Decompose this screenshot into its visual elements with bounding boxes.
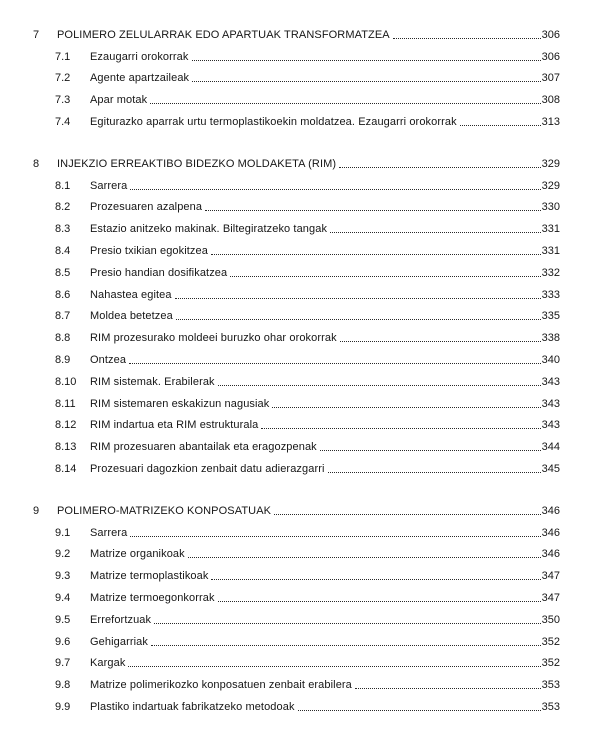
- toc-section-heading: [0, 24, 560, 46]
- entry-title: Sarrera: [90, 179, 128, 192]
- entry-title: Apar motak: [90, 94, 148, 107]
- entry-title: Gehigarriak: [90, 635, 148, 648]
- entry-number: 9.3: [55, 570, 71, 583]
- toc-entry: [0, 544, 560, 566]
- dot-leader: [339, 167, 541, 168]
- toc-section-items: [0, 46, 560, 133]
- entry-number: 8.9: [55, 354, 71, 367]
- entry-page-number: 347: [541, 570, 560, 583]
- section-title: INJEKZIO ERREAKTIBO BIDEZKO MOLDAKETA (RIM): [57, 157, 337, 170]
- toc-entry: [0, 240, 560, 262]
- entry-page-number: 333: [541, 288, 560, 301]
- toc-section-items: [0, 522, 560, 718]
- toc-entry: [0, 111, 560, 133]
- section-page-number: 329: [541, 157, 560, 170]
- entry-title: Matrize termoegonkorrak: [90, 592, 215, 605]
- entry-number: 8.10: [55, 375, 77, 388]
- dot-leader: [129, 363, 541, 364]
- entry-page-number: 352: [541, 635, 560, 648]
- dot-leader: [176, 319, 541, 320]
- section-title: POLIMERO ZELULARRAK EDO APARTUAK TRANSFORMATZEA: [57, 28, 390, 41]
- dot-leader: [393, 38, 541, 39]
- entry-page-number: 346: [541, 548, 560, 561]
- entry-number: 9.7: [55, 657, 71, 670]
- section-number: 7: [33, 28, 40, 41]
- dot-leader: [130, 536, 540, 537]
- entry-number: 9.9: [55, 701, 71, 713]
- entry-number: 8.7: [55, 310, 71, 323]
- entry-page-number: 338: [541, 332, 560, 345]
- entry-title: RIM prozesuaren abantailak eta eragozpenak: [90, 441, 317, 454]
- dot-leader: [151, 645, 541, 646]
- entry-page-number: 343: [541, 375, 560, 388]
- entry-page-number: 331: [541, 245, 560, 258]
- entry-page-number: 345: [541, 463, 560, 476]
- entry-title: RIM sistemak. Erabilerak: [90, 375, 215, 388]
- entry-page-number: 343: [541, 419, 560, 432]
- entry-number: 8.6: [55, 288, 71, 301]
- entry-page-number: 313: [541, 116, 560, 129]
- toc-entry: [0, 175, 560, 197]
- entry-title: Presio handian dosifikatzea: [90, 266, 228, 279]
- toc-entry: [0, 522, 560, 544]
- toc-entry: [0, 218, 560, 240]
- entry-number: 8.2: [55, 201, 71, 214]
- toc-section-heading: [0, 153, 560, 175]
- toc-entry: [0, 262, 560, 284]
- dot-leader: [261, 428, 540, 429]
- entry-title: Kargak: [90, 657, 126, 670]
- dot-leader: [175, 298, 541, 299]
- section-number: 9: [33, 504, 40, 517]
- entry-number: 9.2: [55, 548, 71, 561]
- toc-entry: [0, 565, 560, 587]
- entry-page-number: 307: [541, 72, 560, 85]
- entry-number: 8.5: [55, 266, 71, 279]
- dot-leader: [328, 472, 541, 473]
- section-number: 8: [33, 157, 40, 170]
- entry-number: 9.1: [55, 526, 71, 539]
- dot-leader: [274, 514, 541, 515]
- entry-page-number: 330: [541, 201, 560, 214]
- dot-leader: [188, 557, 541, 558]
- toc-section-heading: [0, 500, 560, 522]
- toc-section: [0, 153, 560, 480]
- entry-number: 7.1: [55, 50, 71, 63]
- toc-entry: [0, 284, 560, 306]
- dot-leader: [230, 276, 540, 277]
- dot-leader: [192, 81, 541, 82]
- dot-leader: [218, 385, 541, 386]
- dot-leader: [154, 623, 541, 624]
- toc-entry: [0, 696, 560, 718]
- entry-page-number: 353: [541, 701, 560, 713]
- dot-leader: [205, 210, 541, 211]
- toc-entry: [0, 46, 560, 68]
- entry-page-number: 343: [541, 397, 560, 410]
- toc-entry: [0, 371, 560, 393]
- entry-page-number: 347: [541, 592, 560, 605]
- entry-title: Estazio anitzeko makinak. Biltegiratzeko tangak: [90, 223, 328, 236]
- dot-leader: [340, 341, 541, 342]
- entry-title: Prozesuaren azalpena: [90, 201, 203, 214]
- entry-page-number: 340: [541, 354, 560, 367]
- entry-title: RIM prozesurako moldeei buruzko ohar orokorrak: [90, 332, 337, 345]
- entry-title: Moldea betetzea: [90, 310, 173, 323]
- entry-number: 8.14: [55, 463, 77, 476]
- dot-leader: [330, 232, 541, 233]
- toc-entry: [0, 349, 560, 371]
- entry-title: Nahastea egitea: [90, 288, 172, 301]
- toc-entry: [0, 458, 560, 480]
- entry-page-number: 350: [541, 613, 560, 626]
- toc-entry: [0, 393, 560, 415]
- entry-number: 7.3: [55, 94, 71, 107]
- entry-title: Plastiko indartuak fabrikatzeko metodoak: [90, 701, 295, 713]
- toc-entry: [0, 436, 560, 458]
- entry-number: 9.5: [55, 613, 71, 626]
- dot-leader: [320, 450, 541, 451]
- dot-leader: [211, 579, 540, 580]
- entry-title: Egiturazko aparrak urtu termoplastikoekin moldatzea. Ezaugarri orokorrak: [90, 116, 457, 129]
- entry-number: 8.4: [55, 245, 71, 258]
- toc-entry: [0, 306, 560, 328]
- entry-number: 8.8: [55, 332, 71, 345]
- entry-title: RIM indartua eta RIM estrukturala: [90, 419, 259, 432]
- toc-entry: [0, 609, 560, 631]
- entry-page-number: 329: [541, 179, 560, 192]
- entry-title: Matrize polimerikozko konposatuen zenbait erabilera: [90, 679, 352, 692]
- entry-title: Matrize organikoak: [90, 548, 185, 561]
- entry-page-number: 344: [541, 441, 560, 454]
- entry-page-number: 346: [541, 526, 560, 539]
- entry-page-number: 335: [541, 310, 560, 323]
- entry-title: Ezaugarri orokorrak: [90, 50, 189, 63]
- entry-number: 7.2: [55, 72, 71, 85]
- entry-title: Prozesuari dagozkion zenbait datu adierazgarri: [90, 463, 325, 476]
- entry-title: Agente apartzaileak: [90, 72, 190, 85]
- dot-leader: [272, 407, 540, 408]
- toc-entry: [0, 68, 560, 90]
- entry-page-number: 331: [541, 223, 560, 236]
- section-page-number: 306: [541, 28, 560, 41]
- entry-title: RIM sistemaren eskakizun nagusiak: [90, 397, 270, 410]
- entry-title: Matrize termoplastikoak: [90, 570, 209, 583]
- dot-leader: [460, 125, 541, 126]
- entry-number: 8.12: [55, 419, 77, 432]
- toc-entry: [0, 587, 560, 609]
- entry-number: 9.4: [55, 592, 71, 605]
- section-title: POLIMERO-MATRIZEKO KONPOSATUAK: [57, 504, 272, 517]
- toc-entry: [0, 197, 560, 219]
- dot-leader: [355, 688, 541, 689]
- entry-number: 7.4: [55, 116, 71, 129]
- toc-section: [0, 500, 560, 718]
- dot-leader: [150, 103, 540, 104]
- entry-page-number: 308: [541, 94, 560, 107]
- entry-page-number: 332: [541, 266, 560, 279]
- dot-leader: [211, 254, 541, 255]
- toc-entry: [0, 327, 560, 349]
- dot-leader: [130, 189, 540, 190]
- toc-entry: [0, 89, 560, 111]
- entry-page-number: 352: [541, 657, 560, 670]
- toc-section-items: [0, 175, 560, 480]
- toc-entry: [0, 674, 560, 696]
- entry-number: 9.8: [55, 679, 71, 692]
- dot-leader: [192, 60, 541, 61]
- toc-entry: [0, 415, 560, 437]
- toc-section: [0, 24, 560, 133]
- entry-title: Ontzea: [90, 354, 127, 367]
- entry-number: 8.11: [55, 397, 76, 410]
- entry-title: Sarrera: [90, 526, 128, 539]
- toc-entry: [0, 653, 560, 675]
- entry-title: Presio txikian egokitzea: [90, 245, 208, 258]
- dot-leader: [298, 710, 541, 711]
- entry-number: 8.1: [55, 179, 71, 192]
- entry-page-number: 353: [541, 679, 560, 692]
- entry-page-number: 306: [541, 50, 560, 63]
- section-page-number: 346: [541, 504, 560, 517]
- dot-leader: [218, 601, 541, 602]
- entry-number: 9.6: [55, 635, 71, 648]
- toc-entry: [0, 631, 560, 653]
- entry-title: Errefortzuak: [90, 613, 152, 626]
- dot-leader: [128, 666, 540, 667]
- entry-number: 8.3: [55, 223, 71, 236]
- entry-number: 8.13: [55, 441, 77, 454]
